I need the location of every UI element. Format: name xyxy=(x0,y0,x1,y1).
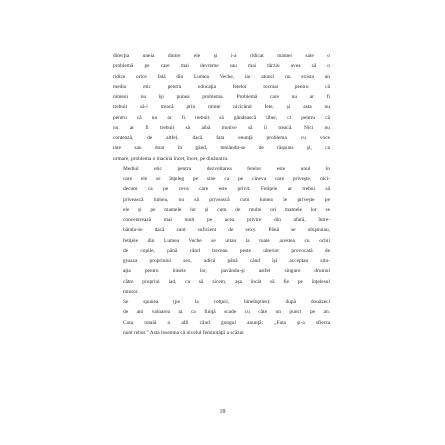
paragraph xyxy=(113,51,330,164)
text-line: nu ar fi trebuit să aibă motive să îi treacă. Nici nu xyxy=(113,124,330,131)
text-line: trebuit să-i treacă prin minte nicicând fete, şi asta nu xyxy=(113,104,330,111)
body-text xyxy=(113,51,330,338)
text-line: nimeni nu îşi punea problema. Problemă care nu ar fi xyxy=(113,94,330,100)
text-line: nunt rebut.” Asta însemna că nivelul feminităţii a scăzut xyxy=(123,329,244,336)
text-line: către propriul iad, ca să zicem, aşa încât să fie pe înţelesul xyxy=(123,278,330,285)
text-line: fetiţele din Lumea Veche se uitau la toate acestea cu ochii xyxy=(123,237,330,244)
text-line: problemă pe care mai devreme sau mai târziu avea să o xyxy=(113,63,330,70)
paragraph xyxy=(113,164,330,297)
page-number: 18 xyxy=(219,409,226,415)
paragraph xyxy=(113,297,330,338)
text-line: urmare, problema o macină încet, încet, pe dinăuntru. xyxy=(113,155,229,162)
text-line: decum ca pe ceva care este privit. Fetiţele ar trebui să xyxy=(123,186,330,193)
text-line: groaza propriului sex, adică până când îşi acceptau situ- xyxy=(123,258,330,264)
text-line: Se spunea (pe la colţuri, bineînţeles): după douăzeci xyxy=(123,299,330,305)
text-line: Mediul etic pentru dezvoltarea fetelor este unul în xyxy=(123,165,330,172)
text-line: concentrează mai mult pe acea privire din afară, între- xyxy=(123,217,330,223)
text-line: aţia pentru binele lor, pavându-şi astfel singure drumul xyxy=(123,268,330,275)
text-line: pentru că nu ar fi trebuit să gândească liber, ci pentru că xyxy=(113,114,330,121)
text-line: tuturor. xyxy=(123,288,139,295)
text-line: privească lumea, nu să privească cum lumea le priveşte pe xyxy=(123,196,330,203)
text-line: ridice orice fată din Lumea Veche, iar atunci nu exista un xyxy=(113,73,330,80)
text-line: tare sau doar în gând, temându-se de răspuns şi, ca xyxy=(113,145,330,152)
text-line: Cota totală o afli când gongul anunţă: „Fata şi-a sfiecta xyxy=(123,319,330,326)
text-line: de copile, până când treceau peste ulterior provocată de xyxy=(123,247,330,254)
text-line: care ele se înţeleg pe sine ca pe cineva care priveşte, nici- xyxy=(123,176,330,182)
text-line: contează, de altfel, dacă fata enunţă problema cu voce xyxy=(113,135,330,141)
text-line: de ani valoarea ta ca fiinţă scade cu câte un punct pe an. xyxy=(123,309,330,316)
text-line: bându-se dacă sunt suficient de sexy. Până se obişnuiau, xyxy=(123,227,330,234)
text-line: ele şi pe mamele lor şi cum de multe ori mamele lor se xyxy=(123,206,330,213)
text-line: direcţia uneia dintre ele şi i-a ridicat mamei sale o xyxy=(113,53,330,59)
text-line: mediu etic pentru educaţia fetelor tocmai pentru că xyxy=(113,83,330,90)
